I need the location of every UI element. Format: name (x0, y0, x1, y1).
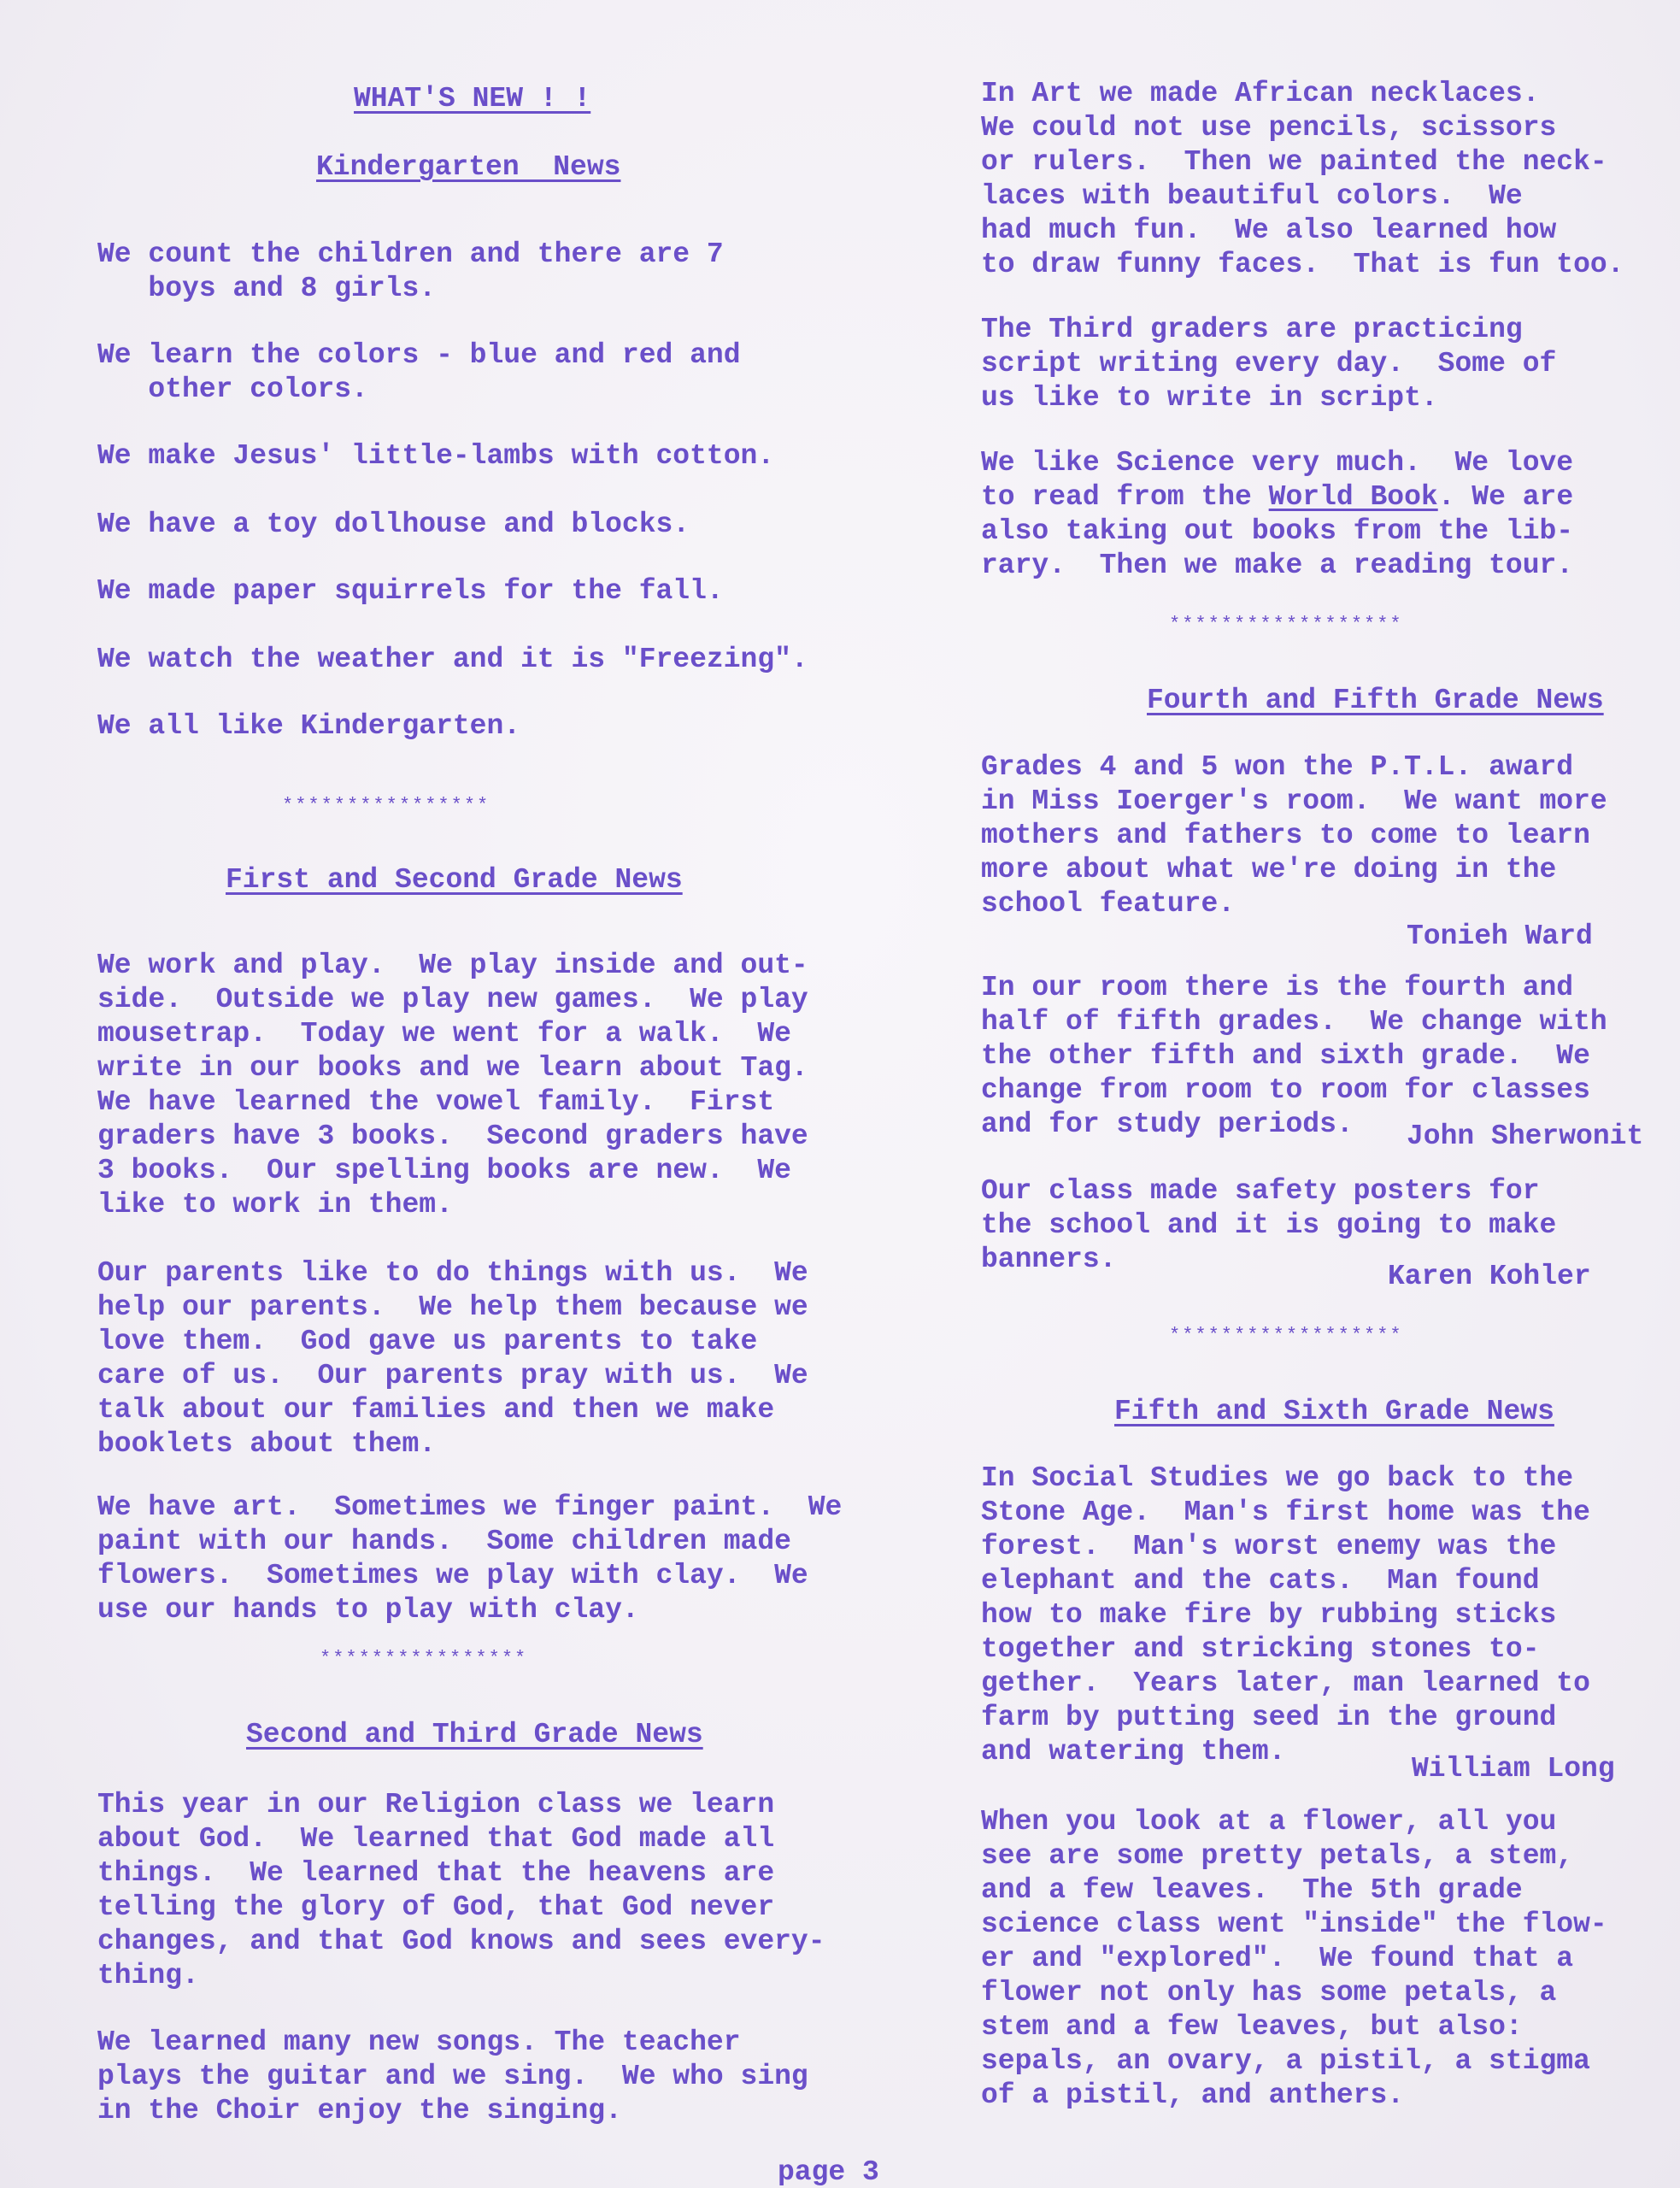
first-second-para-2: Our parents like to do things with us. We help our parents. We help them because we love them. God gave us parents to take care of us. Our parents pray with us. We talk about our families and then we make booklets about them. (97, 1257, 808, 1460)
kindergarten-para-5: We made paper squirrels for the fall. (97, 575, 724, 607)
art-paragraph: In Art we made African necklaces. We could not use pencils, scissors or rulers. Then we painted the neck- laces with beautiful colors. We had much fun. We also learned how to draw funny faces. That is fun too. (981, 78, 1624, 280)
fifth-sixth-para-2: When you look at a flower, all you see are some pretty petals, a stem, and a few leaves. The 5th grade science class went "inside" the flow- er and "explored". We found that a flower not only has some petals, a stem and a few leaves, but also: sepals, an ovary, a pistil, a stigma of a pistil, and anthers. (981, 1806, 1607, 2111)
kindergarten-para-2: We learn the colors - blue and red and other colors. (97, 339, 741, 405)
fourth-fifth-heading: Fourth and Fifth Grade News (1147, 685, 1604, 716)
fourth-fifth-para-2: In our room there is the fourth and half of fifth grades. We change with the other fifth and sixth grade. We change from room to room for classes and for study periods. (981, 972, 1607, 1140)
star-divider: **************** (282, 795, 490, 816)
script-paragraph: The Third graders are practicing script writing every day. Some of us like to write in script. (981, 314, 1557, 414)
signature-john-sherwonit: John Sherwonit (1407, 1120, 1644, 1152)
kindergarten-para-3: We make Jesus' little-lambs with cotton. (97, 440, 775, 472)
main-title: WHAT'S NEW ! ! (354, 83, 591, 115)
page-number: page 3 (778, 2156, 879, 2188)
science-text-a: We like Science very much. We love to read from the (981, 447, 1574, 513)
fifth-sixth-heading: Fifth and Sixth Grade News (1114, 1396, 1554, 1427)
star-divider: ****************** (1169, 1325, 1403, 1346)
fourth-fifth-para-1: Grades 4 and 5 won the P.T.L. award in Miss Ioerger's room. We want more mothers and fathers to come to learn more about what we're doing in the school feature. (981, 751, 1607, 920)
fifth-sixth-para-1: In Social Studies we go back to the Stone Age. Man's first home was the forest. Man's worst enemy was the elephant and the cats. Man found how to make fire by rubbing sticks together and stricking stones to- gether. Years later, man learned to farm by putting seed in the ground and watering them. (981, 1462, 1590, 1767)
first-second-para-3: We have art. Sometimes we finger paint. We paint with our hands. Some children made flowers. Sometimes we play with clay. We use our hands to play with clay. (97, 1491, 843, 1626)
second-third-para-1: This year in our Religion class we learn about God. We learned that God made all things. We learned that the heavens are telling the glory of God, that God never changes, and that God knows and sees every- thing. (97, 1789, 825, 1991)
second-third-para-2: We learned many new songs. The teacher plays the guitar and we sing. We who sing in the Choir enjoy the singing. (97, 2026, 808, 2126)
kindergarten-heading: Kindergarten News (316, 151, 621, 183)
kindergarten-para-7: We all like Kindergarten. (97, 710, 521, 742)
first-second-para-1: We work and play. We play inside and out- side. Outside we play new games. We play mousetrap. Today we went for a walk. We write in our books and we learn about Tag. We have learned the vowel family. First graders have 3 books. Second graders have 3 books. Our spelling books are new. We like to work in them. (97, 950, 808, 1220)
kindergarten-para-6: We watch the weather and it is "Freezing". (97, 644, 808, 675)
kindergarten-para-4: We have a toy dollhouse and blocks. (97, 509, 690, 540)
signature-william-long: William Long (1412, 1753, 1615, 1785)
star-divider: **************** (320, 1648, 528, 1669)
first-second-heading: First and Second Grade News (226, 864, 683, 896)
science-text-b: . We are (1437, 481, 1574, 513)
fourth-fifth-para-3: Our class made safety posters for the school and it is going to make banners. (981, 1175, 1557, 1275)
science-paragraph-cont: also taking out books from the lib- rary. Then we make a reading tour. (981, 515, 1574, 581)
signature-tonieh-ward: Tonieh Ward (1407, 920, 1593, 952)
world-book-title: World Book (1268, 481, 1438, 513)
signature-karen-kohler: Karen Kohler (1388, 1261, 1591, 1292)
second-third-heading: Second and Third Grade News (246, 1719, 703, 1750)
science-paragraph (981, 446, 1573, 515)
star-divider: ****************** (1169, 614, 1403, 635)
kindergarten-para-1: We count the children and there are 7 boys and 8 girls. (97, 238, 724, 304)
